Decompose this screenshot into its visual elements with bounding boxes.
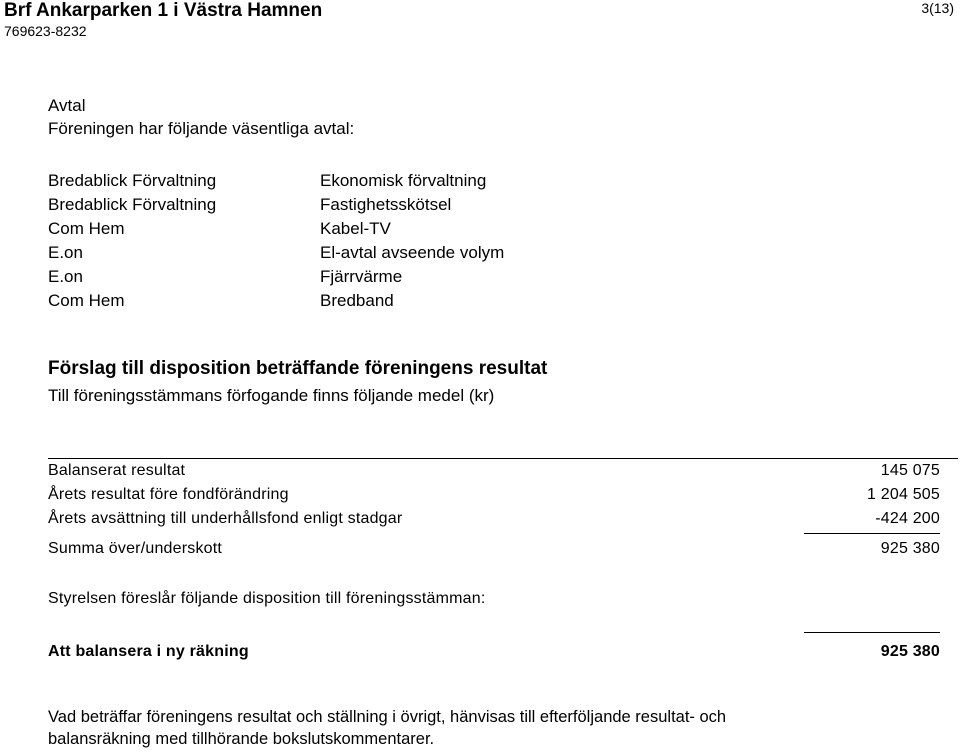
row-value: 145 075 [880,462,940,479]
agreement-service: Fjärrvärme [320,267,403,286]
disposition-subheading: Till föreningsstämmans förfogande finns följande medel (kr) [48,386,495,405]
carry-forward-label: Att balansera i ny räkning [48,643,249,660]
sum-row [48,540,940,562]
table-top-rule [48,458,958,459]
agreement-party: Com Hem [48,291,125,310]
sum-value: 925 380 [880,540,940,557]
carry-forward-value: 925 380 [880,643,940,660]
footer-line-2: balansräkning med tillhörande bokslutskommentarer. [48,730,435,748]
row-label: Årets avsättning till underhållsfond enligt stadgar [48,510,403,527]
board-proposal-text [48,590,940,612]
carry-forward-rule [804,632,940,633]
disposition-heading: Förslag till disposition beträffande föreningens resultat [48,358,548,379]
disposition-row [48,510,940,532]
row-label: Balanserat resultat [48,462,186,479]
agreement-party: E.on [48,243,83,262]
association-name: Brf Ankarparken 1 i Västra Hamnen [4,0,323,21]
disposition-row [48,486,940,508]
row-value: -424 200 [875,510,940,527]
agreement-service: El-avtal avseende volym [320,243,505,262]
page-number: 3(13) [921,0,954,16]
agreement-party: E.on [48,267,83,286]
board-proposal-label: Styrelsen föreslår följande disposition till föreningsstämman: [48,590,486,607]
agreement-party: Bredablick Förvaltning [48,171,217,190]
row-value: 1 204 505 [867,486,940,503]
sum-rule [804,533,940,534]
agreement-service: Kabel-TV [320,219,391,238]
agreement-service: Ekonomisk förvaltning [320,171,487,190]
agreement-service: Bredband [320,291,394,310]
disposition-row [48,462,940,484]
agreement-service: Fastighetsskötsel [320,195,452,214]
agreement-party: Bredablick Förvaltning [48,195,217,214]
organization-number: 769623-8232 [4,23,87,39]
carry-forward-row [48,643,940,665]
agreement-party: Com Hem [48,219,125,238]
sum-label: Summa över/underskott [48,540,223,557]
row-label: Årets resultat före fondförändring [48,486,289,503]
agreements-intro: Föreningen har följande väsentliga avtal: [48,119,355,138]
footer-line-1: Vad beträffar föreningens resultat och ställning i övrigt, hänvisas till efterföljande resultat- och [48,708,727,726]
agreements-heading: Avtal [48,96,86,115]
